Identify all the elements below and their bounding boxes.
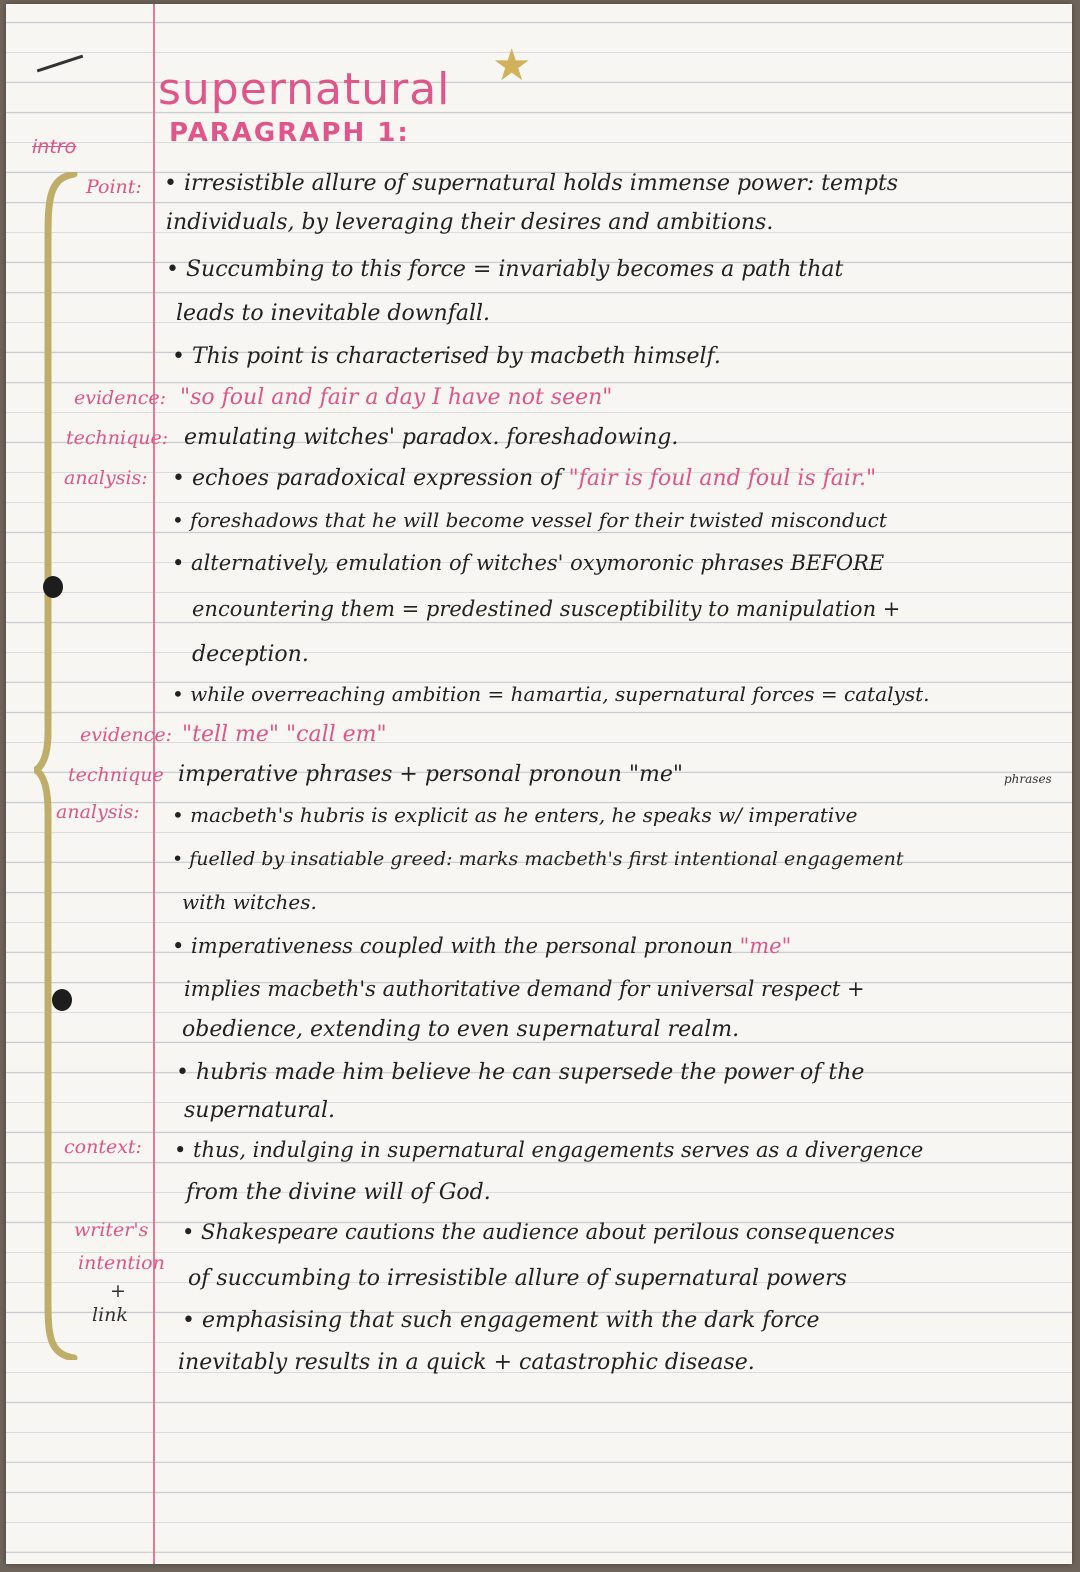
analysis-line: deception. [192,642,309,667]
label-point: Point: [86,176,142,198]
writers-line: • emphasising that such engagement with the dark force [182,1308,820,1333]
paragraph-heading: PARAGRAPH 1: [169,118,410,148]
context-line: • thus, indulging in supernatural engagements serves as a divergence [174,1138,924,1162]
point-line: individuals, by leveraging their desires and ambitions. [166,210,774,235]
analysis-line: • alternatively, emulation of witches' oxymoronic phrases BEFORE [172,551,885,575]
analysis-line: • hubris made him believe he can supersede the power of the [176,1060,865,1085]
analysis-line: encountering them = predestined susceptibility to manipulation + [192,597,901,621]
analysis-line: with witches. [182,890,317,914]
label-analysis: analysis: [64,467,148,489]
writers-line: of succumbing to irresistible allure of supernatural powers [188,1266,847,1291]
evidence-quote: "tell me" "call em" [182,722,387,747]
analysis-line: supernatural. [184,1098,336,1123]
pen-dash-mark [37,55,84,73]
point-line: • This point is characterised by macbeth himself. [172,344,721,369]
analysis-text: • echoes paradoxical expression of [172,466,569,491]
technique-text: emulating witches' paradox. foreshadowing. [184,425,679,450]
star-icon: ★ [492,40,532,91]
analysis-quote: "fair is foul and foul is fair." [568,466,877,491]
writers-line: • Shakespeare cautions the audience about perilous consequences [182,1220,895,1244]
analysis-quote: "me" [739,934,792,958]
analysis-line: • while overreaching ambition = hamartia, supernatural forces = catalyst. [172,682,930,706]
bullet-dot [52,989,72,1011]
analysis-line [172,466,876,491]
point-line: • irresistible allure of supernatural holds immense power: tempts [164,171,899,196]
point-line: leads to inevitable downfall. [176,301,491,326]
technique-note: phrases [1004,772,1052,786]
analysis-line: • macbeth's hubris is explicit as he enters, he speaks w/ imperative [172,803,858,827]
page-title: supernatural [158,64,451,115]
writers-line: inevitably results in a quick + catastrophic disease. [178,1350,755,1375]
analysis-text: • imperativeness coupled with the personal pronoun [172,934,740,958]
label-technique: technique [68,764,164,786]
bullet-dot [43,576,63,598]
notebook-page [6,4,1072,1564]
label-intention: intention [78,1252,165,1274]
context-line: from the divine will of God. [186,1180,491,1205]
label-technique: technique: [66,427,169,449]
label-plus: + [110,1280,126,1302]
analysis-line: • fuelled by insatiable greed: marks macbeth's first intentional engagement [172,848,904,870]
label-analysis: analysis: [56,801,140,823]
point-line: • Succumbing to this force = invariably becomes a path that [166,257,844,282]
intro-label: intro [32,136,77,158]
technique-text: imperative phrases + personal pronoun "me" [178,762,684,787]
analysis-line: implies macbeth's authoritative demand for universal respect + [184,977,865,1001]
evidence-quote: "so foul and fair a day I have not seen" [180,385,613,410]
label-evidence: evidence: [80,724,172,746]
analysis-line: • foreshadows that he will become vessel for their twisted misconduct [172,508,887,532]
label-context: context: [64,1136,142,1158]
analysis-line: obedience, extending to even supernatural realm. [182,1017,740,1042]
label-writers: writer's [74,1219,149,1241]
label-link: link [92,1304,128,1326]
analysis-line [172,934,791,958]
label-evidence: evidence: [74,387,166,409]
